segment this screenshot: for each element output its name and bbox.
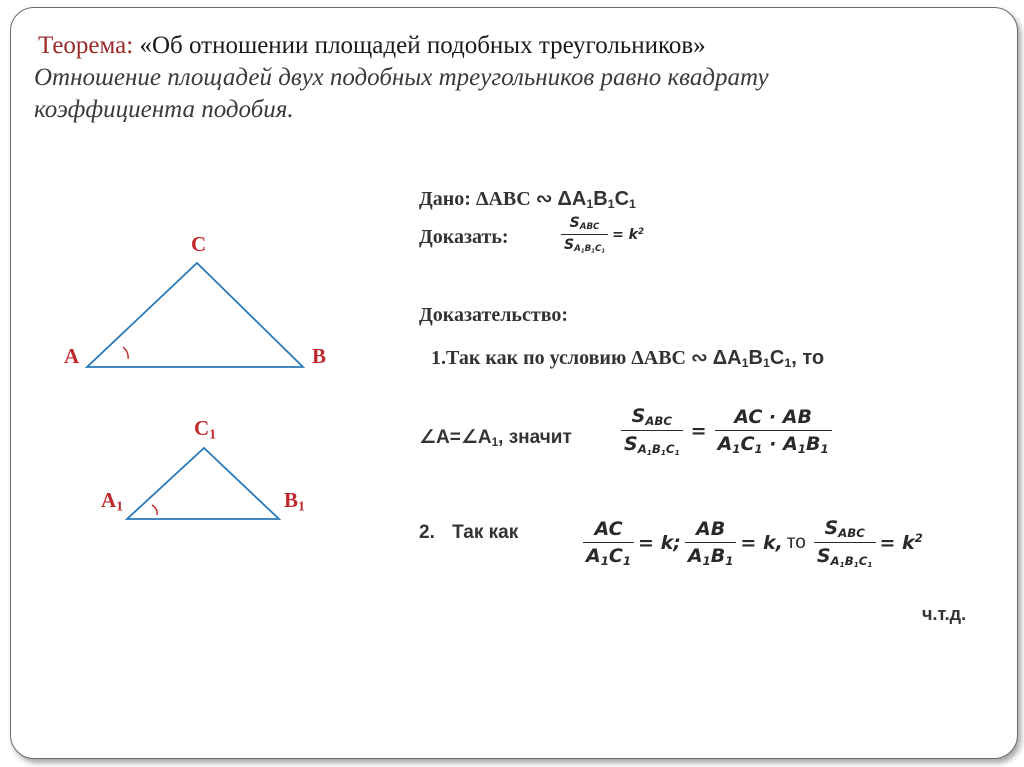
index: 1	[762, 356, 770, 371]
c: C	[740, 432, 755, 455]
vertex-label-C: C	[191, 232, 207, 256]
sub-a1b1c1	[831, 554, 873, 568]
frac-num: AB	[696, 517, 726, 540]
index: 1	[298, 499, 306, 515]
s-symbol: S	[624, 432, 638, 455]
index: 1	[797, 441, 806, 456]
index: 1	[629, 197, 636, 212]
angle-prefix: ∠A=∠A	[419, 427, 492, 448]
ab-ratio	[685, 518, 737, 568]
eq-k	[612, 227, 644, 243]
a: A	[830, 553, 840, 568]
index: 1	[209, 427, 217, 443]
statement-line-2: коэффициента подобия.	[34, 96, 294, 123]
b: B	[844, 553, 854, 568]
step2-label: 2.	[419, 522, 435, 543]
vertex-label-B: B	[312, 344, 327, 368]
frac-num	[821, 517, 867, 542]
index: 1	[754, 441, 763, 456]
a: A	[637, 441, 647, 456]
b: B	[651, 441, 661, 456]
c: C	[665, 441, 675, 456]
prove-label: Доказать:	[419, 226, 509, 248]
prove-fraction	[561, 215, 608, 255]
tri-b: B	[593, 188, 608, 210]
vertex-label-A: A	[64, 344, 80, 368]
given-tri2	[557, 188, 635, 210]
equals-sign: =	[690, 419, 707, 442]
label-a: A	[101, 488, 117, 512]
c: C	[858, 553, 868, 568]
index: 1	[622, 553, 632, 568]
tri-a: ΔA	[712, 347, 742, 369]
area-ratio-fraction-2	[814, 517, 876, 569]
big-triangle	[87, 263, 303, 367]
similar-icon: ∾	[535, 188, 553, 210]
frac-num	[629, 405, 675, 430]
a: A	[574, 244, 581, 255]
a: A	[586, 544, 601, 567]
ac-ratio	[583, 518, 634, 568]
label-b: B	[284, 488, 299, 512]
index: 1	[600, 553, 609, 568]
index: 1	[839, 559, 845, 569]
sub-a1b1c1	[638, 442, 680, 456]
index: 1	[660, 447, 666, 457]
proof-step1	[431, 345, 824, 370]
s-symbol: S	[631, 405, 646, 427]
power: 2	[637, 226, 645, 237]
index: 1	[607, 197, 615, 212]
statement-line-1: Отношение площадей двух подобных треугольников равно квадрату	[34, 64, 769, 91]
tri-b: B	[748, 347, 763, 369]
sub-abc: ABC	[645, 413, 673, 428]
step2-text: Так как	[452, 522, 519, 543]
proof-step2-formula	[583, 517, 923, 569]
b: B	[584, 244, 592, 255]
similar-icon: ∾	[691, 347, 708, 369]
tri-c: C	[614, 188, 630, 210]
angle-suffix: , значит	[498, 427, 572, 448]
eq-k2	[880, 531, 923, 554]
c: C	[608, 544, 623, 567]
s-symbol: S	[569, 215, 580, 231]
index: 1	[491, 435, 499, 449]
area-ratio-fraction	[621, 405, 683, 457]
vertex-label-C1	[194, 416, 216, 444]
index: 1	[702, 553, 711, 568]
small-triangle	[127, 448, 279, 519]
frac-num	[567, 215, 603, 234]
index: 1	[732, 441, 741, 456]
index: 1	[853, 559, 859, 569]
given-label: Дано:	[419, 188, 471, 210]
sides-ratio-fraction	[715, 406, 832, 456]
triangles-figure	[11, 8, 1018, 759]
prove-formula	[561, 215, 644, 255]
theorem-name: «Об отношении площадей подобных треугольников»	[139, 32, 706, 59]
eq-k-comma: = k,	[740, 531, 783, 554]
index: 1	[725, 553, 734, 568]
sub-abc: ABC	[579, 222, 600, 233]
frac-den	[621, 430, 683, 457]
dot: ·	[769, 432, 777, 455]
small-angle-arc	[152, 505, 157, 515]
qed-mark: ч.т.д.	[922, 604, 967, 624]
frac-den	[583, 542, 634, 568]
big-angle-arc	[123, 347, 128, 359]
proof-step2	[419, 522, 518, 544]
index: 1	[116, 499, 124, 515]
s-symbol: S	[816, 544, 831, 567]
frac-den	[715, 430, 832, 456]
index: 1	[784, 356, 792, 371]
frac-num: AC · AB	[734, 405, 812, 428]
vertex-label-B1	[284, 488, 305, 516]
frac-num: AC	[594, 517, 623, 540]
a: A	[717, 432, 733, 455]
index: 1	[741, 356, 749, 371]
step1-prefix: 1.Так как по условию ΔABC	[431, 347, 686, 369]
step1-suffix: , то	[791, 347, 825, 369]
power: 2	[914, 531, 923, 546]
sub-a1b1c1	[574, 244, 605, 254]
index: 1	[580, 248, 585, 255]
slide	[10, 7, 1018, 759]
theorem-lead: Теорема:	[38, 32, 134, 59]
tri-a: ΔA	[557, 188, 587, 210]
index: 1	[601, 248, 606, 255]
given-line	[419, 186, 636, 211]
c: C	[594, 244, 602, 255]
index: 1	[646, 447, 652, 457]
label-c: C	[194, 416, 210, 440]
proof-ratio-formula	[621, 405, 832, 457]
index: 1	[586, 197, 594, 212]
b: B	[710, 544, 726, 567]
s-symbol: S	[824, 517, 839, 539]
given-tri1: ΔABC	[475, 188, 531, 210]
eq: = k	[612, 226, 638, 243]
proof-label: Доказательство:	[419, 304, 569, 326]
s-symbol: S	[564, 237, 575, 254]
eq: = k	[879, 532, 915, 555]
then-word: то	[786, 531, 806, 553]
step1-tri2	[713, 347, 824, 369]
eq-k-semicolon: = k;	[638, 531, 681, 554]
frac-den	[561, 234, 608, 255]
index: 1	[591, 248, 595, 255]
frac-den	[685, 542, 737, 568]
frac-den	[814, 542, 876, 569]
vertex-label-A1	[101, 488, 123, 516]
a: A	[687, 544, 703, 567]
index: 1	[867, 559, 873, 569]
sub-abc: ABC	[838, 525, 865, 540]
a: A	[783, 432, 798, 455]
b: B	[805, 432, 821, 455]
index: 1	[674, 447, 680, 457]
index: 1	[820, 441, 829, 456]
tri-c: C	[769, 347, 785, 369]
angle-equality	[419, 426, 572, 449]
